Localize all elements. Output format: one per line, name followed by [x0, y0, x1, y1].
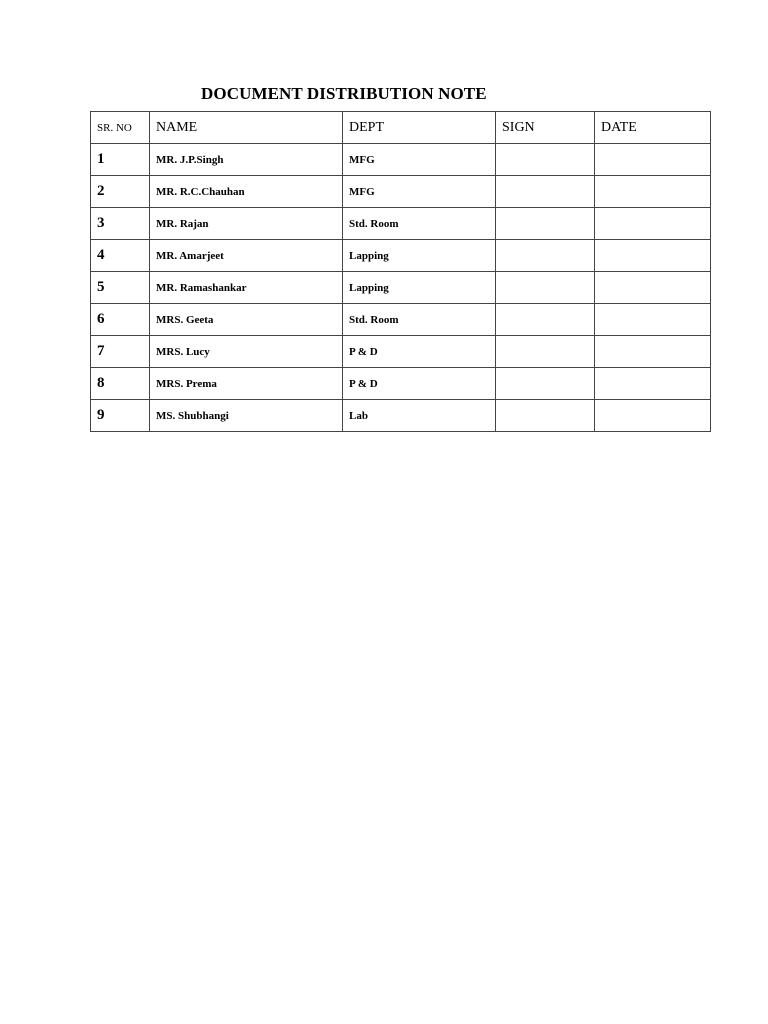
row-dept: Lab [343, 400, 496, 432]
row-sr-no: 3 [91, 208, 150, 240]
row-sr-no: 5 [91, 272, 150, 304]
table-row [91, 400, 711, 432]
table-row [91, 176, 711, 208]
row-sr-no: 4 [91, 240, 150, 272]
row-sign-field[interactable] [496, 336, 595, 368]
row-date-field[interactable] [595, 400, 711, 432]
row-name: MRS. Lucy [150, 336, 343, 368]
row-name: MS. Shubhangi [150, 400, 343, 432]
row-dept: P & D [343, 336, 496, 368]
distribution-table [90, 111, 711, 432]
table-row [91, 240, 711, 272]
header-name: NAME [150, 112, 343, 144]
row-date-field[interactable] [595, 336, 711, 368]
row-name: MRS. Prema [150, 368, 343, 400]
row-sr-no: 7 [91, 336, 150, 368]
row-name: MRS. Geeta [150, 304, 343, 336]
document-title: DOCUMENT DISTRIBUTION NOTE [201, 84, 487, 103]
row-sign-field[interactable] [496, 272, 595, 304]
table-row [91, 304, 711, 336]
table-header-row [91, 112, 711, 144]
row-dept: Std. Room [343, 208, 496, 240]
row-name: MR. Ramashankar [150, 272, 343, 304]
row-dept: MFG [343, 144, 496, 176]
row-sign-field[interactable] [496, 368, 595, 400]
row-date-field[interactable] [595, 304, 711, 336]
row-sr-no: 2 [91, 176, 150, 208]
row-date-field[interactable] [595, 240, 711, 272]
row-dept: Std. Room [343, 304, 496, 336]
table-row [91, 272, 711, 304]
row-dept: MFG [343, 176, 496, 208]
table-row [91, 336, 711, 368]
row-sign-field[interactable] [496, 400, 595, 432]
row-sr-no: 8 [91, 368, 150, 400]
row-date-field[interactable] [595, 176, 711, 208]
row-sign-field[interactable] [496, 240, 595, 272]
header-sign: SIGN [496, 112, 595, 144]
row-date-field[interactable] [595, 208, 711, 240]
row-name: MR. Amarjeet [150, 240, 343, 272]
row-date-field[interactable] [595, 272, 711, 304]
header-dept: DEPT [343, 112, 496, 144]
row-sign-field[interactable] [496, 176, 595, 208]
table-body [91, 144, 711, 432]
row-sr-no: 9 [91, 400, 150, 432]
header-date: DATE [595, 112, 711, 144]
row-sign-field[interactable] [496, 144, 595, 176]
row-dept: Lapping [343, 272, 496, 304]
table-row [91, 144, 711, 176]
table-row [91, 208, 711, 240]
row-date-field[interactable] [595, 144, 711, 176]
row-sign-field[interactable] [496, 208, 595, 240]
row-dept: Lapping [343, 240, 496, 272]
row-sign-field[interactable] [496, 304, 595, 336]
header-sr-no: SR. NO [91, 112, 150, 144]
row-name: MR. R.C.Chauhan [150, 176, 343, 208]
row-date-field[interactable] [595, 368, 711, 400]
row-sr-no: 1 [91, 144, 150, 176]
row-sr-no: 6 [91, 304, 150, 336]
row-name: MR. J.P.Singh [150, 144, 343, 176]
row-name: MR. Rajan [150, 208, 343, 240]
table-row [91, 368, 711, 400]
row-dept: P & D [343, 368, 496, 400]
